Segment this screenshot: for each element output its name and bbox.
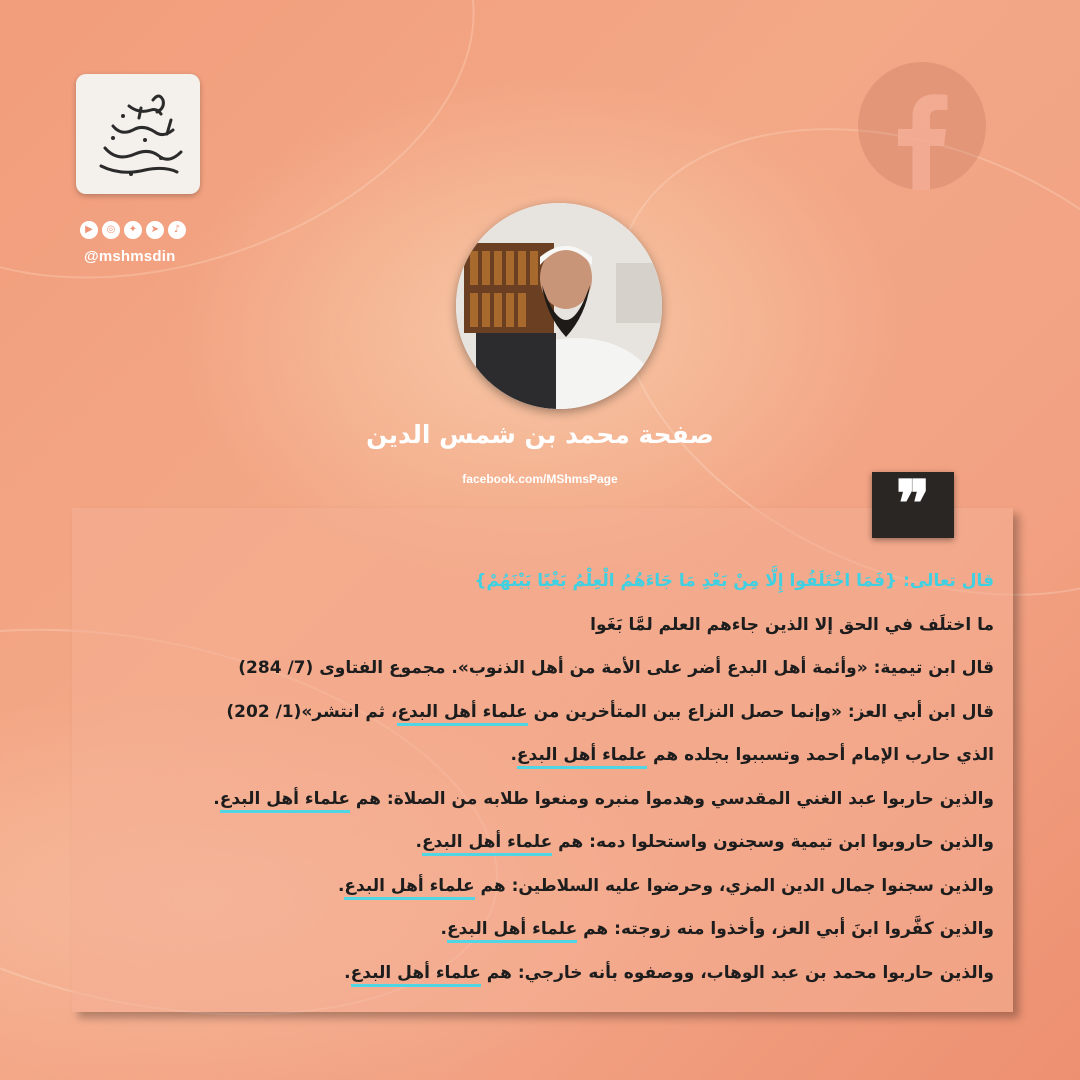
facebook-icon — [858, 62, 986, 190]
telegram-icon[interactable]: ➤ — [146, 221, 164, 239]
quote-mark-icon: ❞ — [872, 472, 954, 538]
verse-line — [96, 560, 994, 604]
social-handle: @mshmsdin — [84, 248, 176, 265]
line-part: . — [213, 788, 220, 809]
line-part: . — [415, 832, 422, 852]
line-part: والذين حاربوا عبد الغني المقدسي وهدموا منبره ومنعوا طلابه من الصلاة: هم — [349, 788, 994, 809]
line-part: قال ابن أبي العز: «وإنما حصل النزاع بين المتأخرين من — [527, 701, 994, 722]
calligraphy-logo-icon — [83, 82, 193, 186]
line-part: والذين حاربوا محمد بن عبد الوهاب، ووصفوه بأنه خارجي: هم — [480, 962, 994, 983]
highlight-phrase: علماء أهل البدع — [220, 789, 350, 813]
profile-photo — [456, 203, 662, 409]
highlight-phrase: علماء أهل البدع — [447, 919, 577, 943]
highlight-phrase: علماء أهل البدع — [397, 702, 527, 726]
text-line — [96, 691, 994, 735]
line-part: . — [344, 962, 351, 983]
line-part: والذين كفَّروا ابنَ أبي العز، وأخذوا منه زوجته: هم — [577, 919, 994, 939]
social-icons — [80, 221, 186, 239]
text-line — [96, 908, 994, 952]
text-line: ما اختلَف في الحق إلا الذين جاءهم العلم لمَّا بَغَوا — [590, 614, 994, 635]
line-part: . — [440, 919, 447, 939]
line-part: . — [510, 745, 517, 765]
highlight-phrase: علماء أهل البدع — [344, 876, 474, 900]
text-line — [96, 865, 994, 909]
highlight-phrase: علماء أهل البدع — [517, 745, 647, 769]
text-line — [96, 952, 994, 996]
line-part: . — [337, 875, 345, 896]
page-url[interactable]: facebook.com/MShmsPage — [462, 472, 618, 486]
highlight-phrase: علماء أهل البدع — [351, 963, 481, 987]
highlight-phrase: علماء أهل البدع — [422, 832, 552, 856]
tiktok-icon[interactable]: ♪ — [168, 221, 186, 239]
line-part: ، ثم انتشر»(1/ 202) — [226, 701, 398, 722]
instagram-icon[interactable]: ◎ — [102, 221, 120, 239]
line-part: والذين حاروبوا ابن تيمية وسجنون واستحلوا دمه: هم — [552, 832, 994, 852]
quote-text — [96, 560, 994, 995]
brand-logo — [76, 74, 200, 194]
verse-text: {فَمَا اخْتَلَفُوا إِلَّا مِنْ بَعْدِ مَا جَاءَهُمُ الْعِلْمُ بَغْيًا بَيْنَهُمْ} — [474, 571, 898, 591]
youtube-icon[interactable]: ▶ — [80, 221, 98, 239]
twitter-icon[interactable]: ✦ — [124, 221, 142, 239]
page-name: صفحة محمد بن شمس الدين — [366, 420, 714, 449]
text-line — [96, 778, 994, 822]
line-part: الذي حارب الإمام أحمد وتسببوا بجلده هم — [647, 745, 994, 765]
text-line — [96, 734, 994, 778]
text-line: قال ابن تيمية: «وأئمة أهل البدع أضر على الأمة من أهل الذنوب». مجموع الفتاوى (7/ 284) — [238, 658, 994, 678]
line-part: والذين سجنوا جمال الدين المزي، وحرضوا عليه السلاطين: هم — [474, 875, 994, 896]
verse-prefix: قال تعالى: — [897, 571, 994, 591]
text-line — [96, 821, 994, 865]
